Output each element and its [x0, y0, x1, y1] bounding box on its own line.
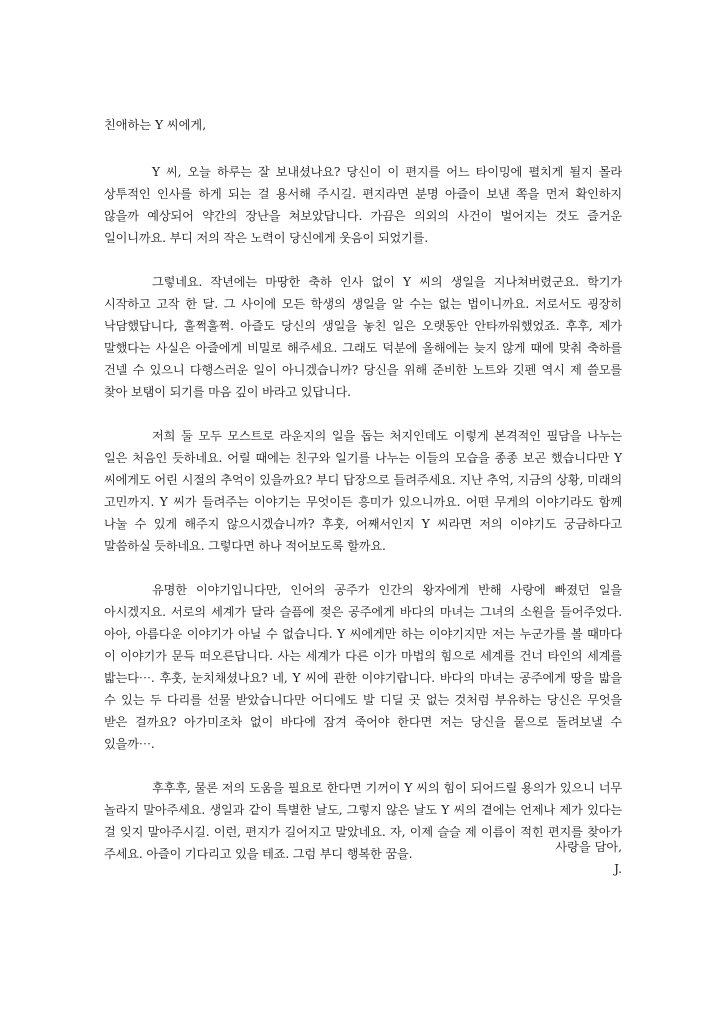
closing-phrase: 사랑을 담아,: [555, 840, 622, 854]
paragraph-3: 저희 둘 모두 모스트로 라운지의 일을 돕는 처지인데도 이렇게 본격적인 필담을 나누는 일은 처음인 듯하네요. 어릴 때에는 친구와 일기를 나누는 이들의 모습을 종종 보곤 했습니다만 Y 씨에게도 어린 시절의 추억이 있을까요? 부디 답장으로 들려주세요. 지난 추억, 지금의 상황, 미래의 고민까지. Y 씨가 들려주는 이야기는 무엇이든 흥미가 있으니까요. 어떤 무게의 이야기라도 함께 나눌 수 있게 해주지 않으시겠습니까? 후훗, 어째서인지 Y 씨라면 저의 이야기도 궁금하다고 말씀하실 듯하네요. 그렇다면 하나 적어보도록 할까요.: [104, 429, 622, 553]
letter-closing: [555, 836, 622, 880]
paragraph-5: 후후후, 물론 저의 도움을 필요로 한다면 기꺼이 Y 씨의 힘이 되어드릴 용의가 있으니 너무 놀라지 말아주세요. 생일과 같이 특별한 날도, 그렇지 않은 날도 Y 씨의 곁에는 언제나 제가 있다는 걸 잊지 말아주시길. 이런, 편지가 길어지고 말았네요. 자, 이제 슬슬 제 이름이 적힌 편지를 찾아가 주세요. 아즐이 기다리고 있을 테죠. 그럼 부디 행복한 꿈을.: [104, 781, 622, 861]
salutation: 친애하는 Y 씨에게,: [104, 118, 207, 132]
paragraph-1: Y 씨, 오늘 하루는 잘 보내셨나요? 당신이 이 편지를 어느 타이밍에 펼치게 될지 몰라 상투적인 인사를 하게 되는 걸 용서해 주시길. 편지라면 분명 아즐이 보낸 쪽을 먼저 확인하지 않을까 예상되어 약간의 장난을 쳐보았답니다. 가끔은 의외의 사건이 벌어지는 것도 즐거운 일이니까요. 부디 저의 작은 노력이 당신에게 웃음이 되었기를.: [104, 165, 622, 245]
paragraph-2: 그렇네요. 작년에는 마땅한 축하 인사 없이 Y 씨의 생일을 지나쳐버렸군요. 학기가 시작하고 고작 한 달. 그 사이에 모든 학생의 생일을 알 수는 없는 법이니까요. 저로서도 굉장히 낙담했답니다, 훌쩍훌쩍. 아즐도 당신의 생일을 놓친 일은 오랫동안 안타까워했었죠. 후후, 제가 말했다는 사실은 아즐에게 비밀로 해주세요. 그래도 덕분에 올해에는 늦지 않게 때에 맞춰 축하를 건넬 수 있으니 다행스러운 일이 아니겠습니까? 당신을 위해 준비한 노트와 깃펜 역시 제 쓸모를 찾아 보탬이 되기를 마음 깊이 바라고 있답니다.: [104, 275, 622, 399]
paragraph-4: 유명한 이야기입니다만, 인어의 공주가 인간의 왕자에게 반해 사랑에 빠졌던 일을 아시겠지요. 서로의 세계가 달라 슬픔에 젖은 공주에게 바다의 마녀는 그녀의 소원을 들어주었다. 아아, 아름다운 이야기가 아닐 수 없습니다. Y 씨에게만 하는 이야기지만 저는 누군가를 볼 때마다 이 이야기가 문득 떠오른답니다. 사는 세계가 다른 이가 마법의 힘으로 세계를 건너 타인의 세계를 밟는다⋯. 후훗, 눈치채셨나요? 네, Y 씨에 관한 이야기랍니다. 바다의 마녀는 공주에게 땅을 밟을 수 있는 두 다리를 선물 받았습니다만 어디에도 발 디딜 곳 없는 것처럼 부유하는 당신은 무엇을 받은 걸까요? 아가미조차 없이 바다에 잠겨 죽어야 한다면 저는 당신을 뭍으로 돌려보낼 수 있을까⋯.: [104, 583, 622, 751]
signature: J.: [614, 862, 622, 876]
letter-body: [104, 116, 622, 865]
